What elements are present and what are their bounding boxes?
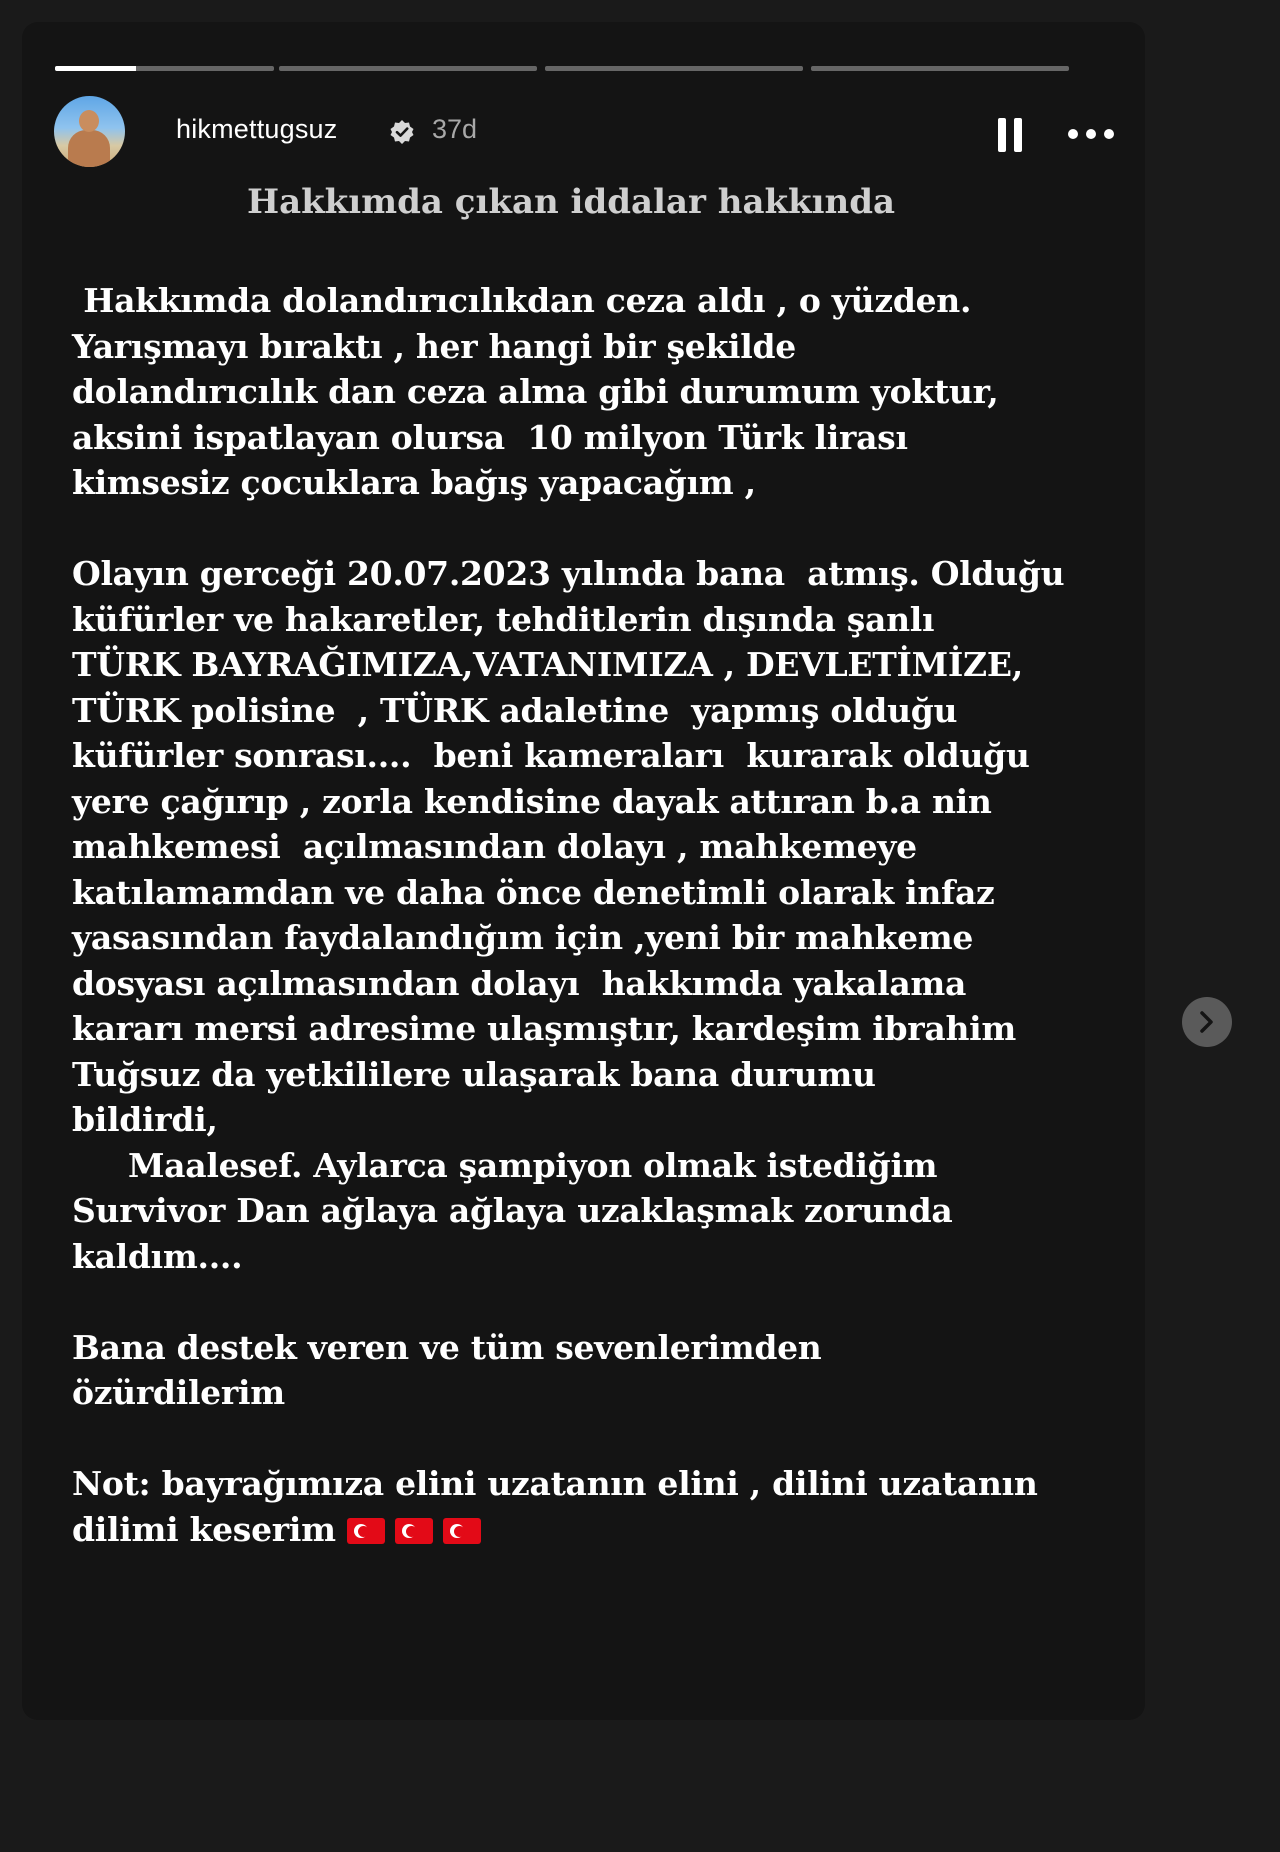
text-line: katılamamdan ve daha önce denetimli olarak infaz	[72, 872, 995, 912]
text-line-with-flags	[72, 1507, 1132, 1553]
text-line: dilimi keserim	[72, 1509, 347, 1549]
progress-segment-2	[279, 66, 537, 71]
text-line: yasasından faydalandığım için ,yeni bir mahkeme	[72, 918, 974, 957]
text-line: bildirdi,	[72, 1100, 218, 1139]
next-story-button[interactable]	[1182, 997, 1232, 1047]
story-title	[22, 182, 1122, 222]
text-line: aksini ispatlayan olursa 10 milyon Türk lirası	[72, 417, 908, 457]
pause-button[interactable]	[996, 118, 1026, 152]
text-line: Survivor Dan ağlaya ağlaya uzaklaşmak zorunda	[72, 1191, 953, 1230]
progress-segment-4	[811, 66, 1069, 71]
story-progress-bar	[55, 66, 1109, 71]
turkey-flag-icon	[347, 1518, 385, 1544]
username[interactable]: hikmettugsuz	[176, 114, 338, 144]
text-line: Maalesef. Aylarca şampiyon olmak istediğim	[72, 1145, 938, 1185]
progress-fill-1	[55, 66, 136, 71]
text-line: Olayın gerceği 20.07.2023 yılında bana atmış. Olduğu	[72, 554, 1065, 593]
text-line: mahkemesi açılmasından dolayı , mahkemeye	[72, 827, 917, 866]
pause-icon	[998, 118, 1006, 152]
text-line: dosyası açılmasından dolayı hakkımda yakalama	[72, 963, 967, 1003]
chevron-right-icon	[1197, 1010, 1217, 1034]
text-line: kimsesiz çocuklara bağış yapacağım ,	[72, 463, 756, 502]
text-line: küfürler sonrası.... beni kameraları kurarak olduğu	[72, 736, 1030, 775]
paragraph-gap	[72, 1279, 1132, 1325]
text-line: Hakkımda dolandırıcılıkdan ceza aldı , o yüzden.	[72, 281, 972, 320]
progress-segment-1	[55, 66, 274, 71]
text-line: Yarışmayı bıraktı , her hangi bir şekilde	[72, 326, 796, 366]
turkey-flag-icon	[395, 1518, 433, 1544]
paragraph-gap	[72, 506, 1132, 552]
paragraph-2	[72, 551, 1132, 1279]
progress-segment-3	[545, 66, 803, 71]
avatar[interactable]	[54, 96, 125, 167]
text-line: dolandırıcılık dan ceza alma gibi durumum yoktur,	[72, 372, 999, 411]
text-line: özürdilerim	[72, 1373, 285, 1412]
more-options-icon	[1068, 129, 1078, 139]
text-line: Bana destek veren ve tüm sevenlerimden	[72, 1327, 822, 1367]
more-options-dot	[1104, 129, 1114, 139]
paragraph-gap	[72, 1416, 1132, 1462]
pause-icon-bar	[1014, 118, 1022, 152]
more-options-dot	[1086, 129, 1096, 139]
story-header	[54, 96, 1114, 168]
paragraph-4	[72, 1461, 1132, 1552]
paragraph-3	[72, 1325, 1132, 1416]
paragraph-1	[72, 278, 1132, 506]
text-line: TÜRK BAYRAĞIMIZA,VATANIMIZA , DEVLETİMİZE,	[72, 645, 1023, 684]
post-timestamp: 37d	[432, 114, 478, 144]
story-title-text: Hakkımda çıkan iddalar hakkında	[246, 182, 896, 222]
text-line: küfürler ve hakaretler, tehditlerin dışında şanlı	[72, 599, 935, 639]
text-line: kararı mersi adresime ulaşmıştır, kardeşim ibrahim	[72, 1009, 1016, 1048]
avatar-body	[68, 130, 110, 167]
turkey-flag-icon	[443, 1518, 481, 1544]
text-line: Tuğsuz da yetkililere ulaşarak bana durumu	[72, 1054, 876, 1094]
text-line: Not: bayrağımıza elini uzatanın elini , dilini uzatanın	[72, 1464, 1038, 1503]
text-line: yere çağırıp , zorla kendisine dayak attıran b.a nin	[72, 781, 992, 821]
avatar-head	[79, 110, 99, 132]
story-viewer	[22, 22, 1145, 1720]
verified-badge-icon	[389, 119, 415, 145]
story-text	[72, 278, 1132, 1552]
text-line: TÜRK polisine , TÜRK adaletine yapmış olduğu	[72, 690, 958, 730]
more-options-button[interactable]	[1068, 126, 1118, 142]
text-line: kaldım....	[72, 1236, 243, 1276]
